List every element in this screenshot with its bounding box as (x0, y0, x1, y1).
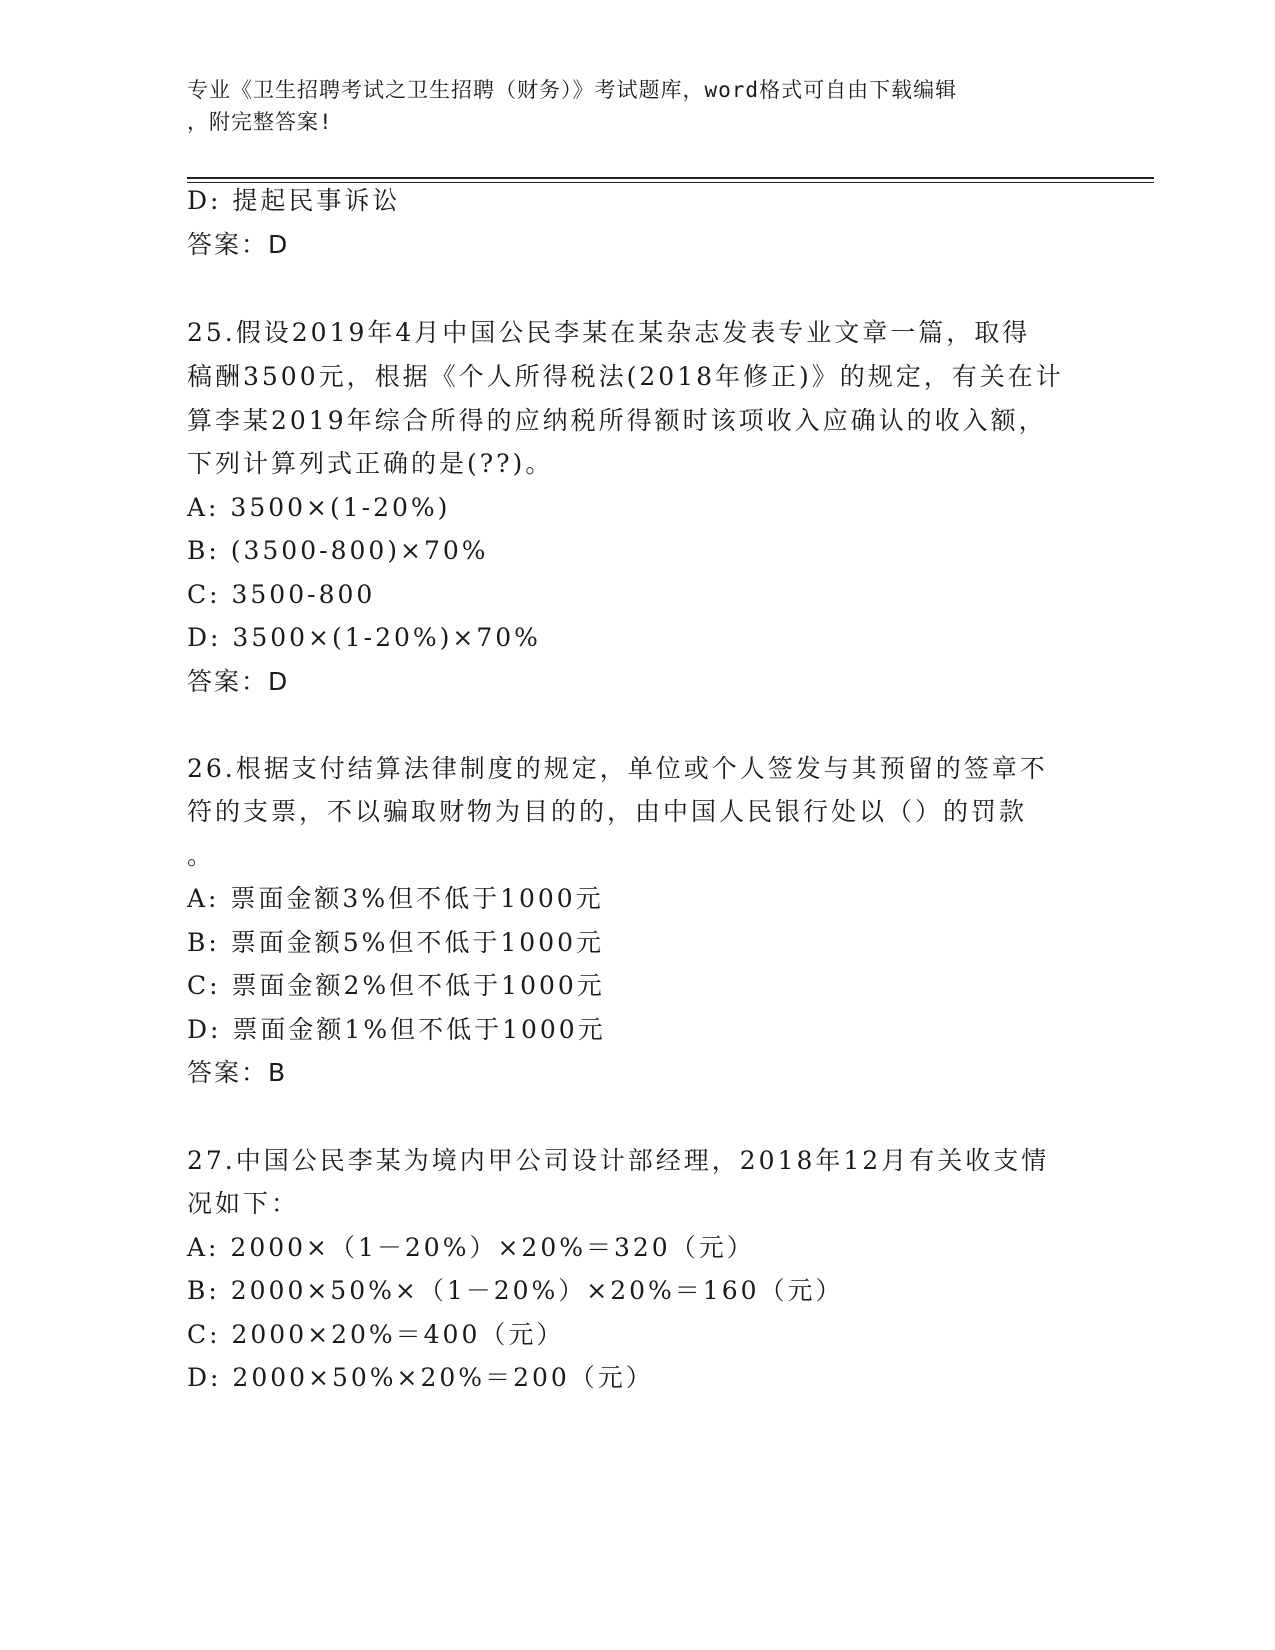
q25-stem-line-3: 算李某2019年综合所得的应纳税所得额时该项收入应确认的收入额， (187, 406, 1047, 435)
header-line-2: ，附完整答案! (187, 110, 333, 134)
q25-stem-line-1: 25.假设2019年4月中国公民李某在某杂志发表专业文章一篇，取得 (187, 318, 1031, 347)
q27-option-d: D: 2000×50%×20%＝200（元） (187, 1363, 654, 1392)
q25-option-a: A: 3500×(1-20%) (187, 493, 451, 522)
q27-stem-line-1: 27.中国公民李某为境内甲公司设计部经理，2018年12月有关收支情 (187, 1146, 1050, 1175)
q26-stem-line-3: 。 (187, 841, 216, 870)
q25-answer: 答案：D (187, 667, 290, 696)
q26-answer: 答案：B (187, 1058, 288, 1087)
q27-stem-line-2: 况如下： (187, 1189, 300, 1218)
header-divider-thick (187, 177, 1154, 179)
prev-answer: 答案：D (187, 230, 290, 259)
q27-option-a: A: 2000×（1－20%）×20%＝320（元） (187, 1233, 755, 1262)
q26-stem-line-1: 26.根据支付结算法律制度的规定，单位或个人签发与其预留的签章不 (187, 754, 1048, 783)
prev-option-d: D: 提起民事诉讼 (187, 186, 401, 215)
q27-option-b: B: 2000×50%×（1－20%）×20%＝160（元） (187, 1276, 844, 1305)
header-divider-thin (187, 182, 1154, 183)
q25-stem-line-2: 稿酬3500元，根据《个人所得税法(2018年修正)》的规定，有关在计 (187, 362, 1064, 391)
q25-option-c: C: 3500-800 (187, 580, 376, 609)
q26-stem-line-2: 符的支票，不以骗取财物为目的的，由中国人民银行处以（）的罚款 (187, 797, 1028, 826)
q25-option-b: B: (3500-800)×70% (187, 536, 489, 565)
q25-stem-line-4: 下列计算列式正确的是(??)。 (187, 449, 554, 478)
q26-option-b: B: 票面金额5%但不低于1000元 (187, 928, 605, 957)
q25-option-d: D: 3500×(1-20%)×70% (187, 623, 541, 652)
document-page (187, 0, 1087, 1650)
page-header (187, 74, 1067, 138)
header-line-1: 专业《卫生招聘考试之卫生招聘（财务）》考试题库，word格式可自由下载编辑 (187, 78, 958, 102)
q26-option-a: A: 票面金额3%但不低于1000元 (187, 884, 604, 913)
q27-option-c: C: 2000×20%＝400（元） (187, 1320, 565, 1349)
q26-option-c: C: 票面金额2%但不低于1000元 (187, 971, 605, 1000)
q26-option-d: D: 票面金额1%但不低于1000元 (187, 1015, 606, 1044)
